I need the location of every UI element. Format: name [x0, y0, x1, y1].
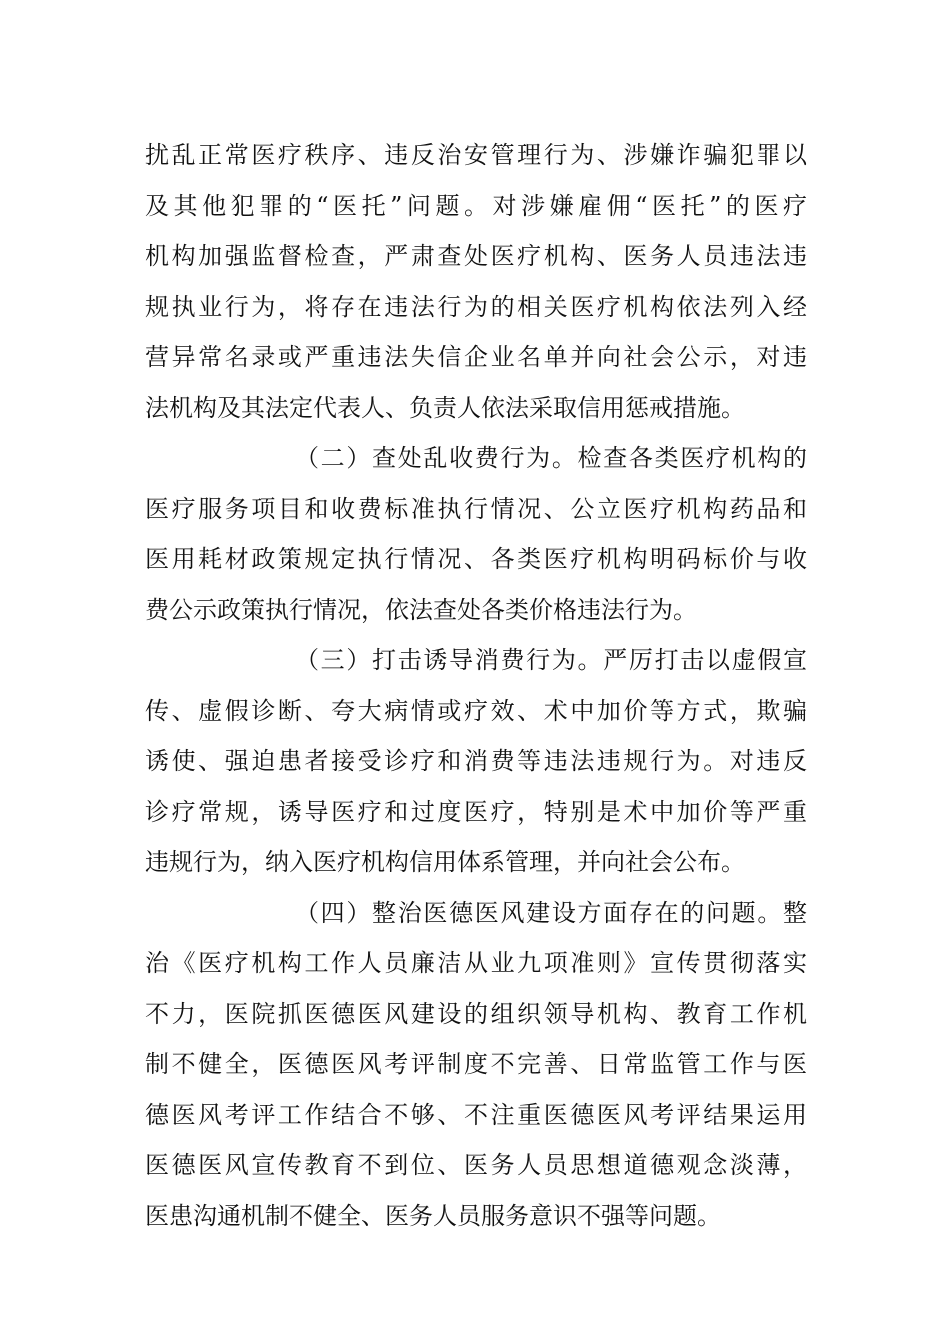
paragraph-line: 法机构及其法定代表人、负责人依法采取信用惩戒措施。 — [145, 393, 745, 422]
paragraph-line: 诱使、强迫患者接受诊疗和消费等违法违规行为。对违反 — [145, 747, 807, 775]
paragraph-line: 治《医疗机构工作人员廉洁从业九项准则》宣传贯彻落实 — [145, 949, 807, 977]
paragraph-line: 医用耗材政策规定执行情况、各类医疗机构明码标价与收 — [145, 545, 807, 573]
paragraph-line: 及其他犯罪的“医托”问题。对涉嫌雇佣“医托”的医疗 — [145, 191, 807, 220]
document-body — [145, 130, 807, 1241]
paragraph-line: 医患沟通机制不健全、医务人员服务意识不强等问题。 — [145, 1201, 721, 1230]
paragraph-line: 机构加强监督检查，严肃查处医疗机构、医务人员违法违 — [145, 242, 807, 270]
section-heading-line: （二）查处乱收费行为。检查各类医疗机构的 — [295, 444, 807, 472]
paragraph-line: 传、虚假诊断、夸大病情或疗效、术中加价等方式，欺骗 — [145, 696, 807, 725]
paragraph-line: 德医风考评工作结合不够、不注重医德医风考评结果运用 — [145, 1100, 807, 1129]
paragraph-line: 医德医风宣传教育不到位、医务人员思想道德观念淡薄， — [145, 1151, 807, 1179]
paragraph-line: 费公示政策执行情况，依法查处各类价格违法行为。 — [145, 595, 697, 624]
paragraph-line: 不力，医院抓医德医风建设的组织领导机构、教育工作机 — [145, 999, 807, 1028]
paragraph-line: 违规行为，纳入医疗机构信用体系管理，并向社会公布。 — [145, 848, 745, 876]
paragraph-line: 诊疗常规，诱导医疗和过度医疗，特别是术中加价等严重 — [145, 797, 807, 826]
paragraph-line: 营异常名录或严重违法失信企业名单并向社会公示，对违 — [145, 343, 807, 371]
section-heading-line: （四）整治医德医风建设方面存在的问题。整 — [295, 898, 807, 927]
section-heading-line: （三）打击诱导消费行为。严厉打击以虚假宣 — [295, 646, 807, 674]
paragraph-line: 扰乱正常医疗秩序、违反治安管理行为、涉嫌诈骗犯罪以 — [145, 141, 807, 169]
paragraph-line: 制不健全，医德医风考评制度不完善、日常监管工作与医 — [145, 1050, 807, 1078]
paragraph-line: 医疗服务项目和收费标准执行情况、公立医疗机构药品和 — [145, 494, 807, 523]
paragraph-line: 规执业行为，将存在违法行为的相关医疗机构依法列入经 — [145, 292, 807, 321]
